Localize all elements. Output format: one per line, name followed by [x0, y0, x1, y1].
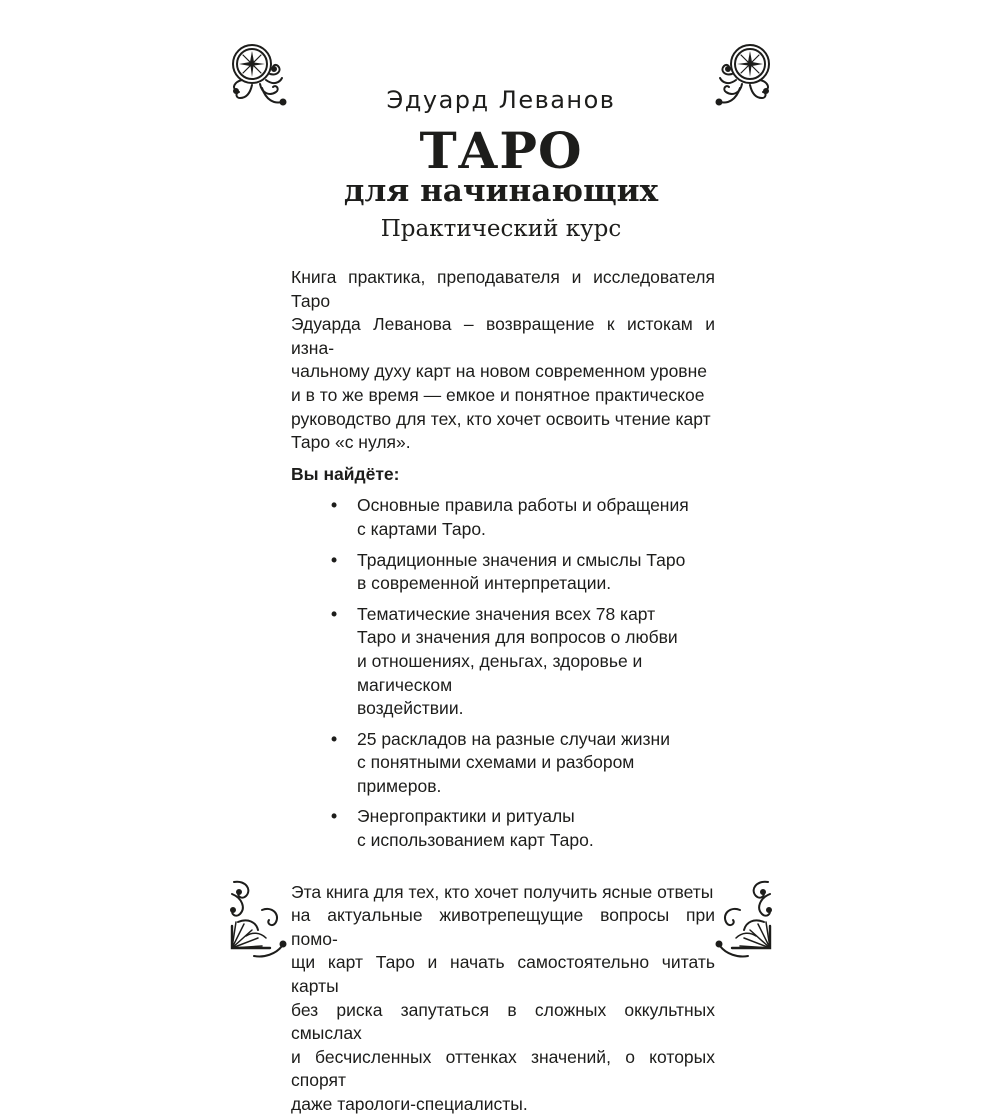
- list-item: [291, 805, 715, 852]
- bullet-icon: •: [331, 728, 338, 749]
- sunburst-flourish-icon: [712, 876, 776, 960]
- list-item: [291, 603, 715, 721]
- text-line: с картами Таро.: [357, 518, 486, 539]
- text-line: 25 раскладов на разные случаи жизни: [357, 728, 670, 749]
- findings-list: [291, 494, 715, 852]
- text-line: Книга практика, преподавателя и исследователя Таро: [291, 267, 715, 311]
- list-item: [291, 549, 715, 596]
- list-item: [291, 494, 715, 541]
- text-line: Основные правила работы и обращения: [357, 495, 689, 516]
- text-line: Энергопрактики и ритуалы: [357, 806, 575, 827]
- bullet-icon: •: [331, 495, 338, 516]
- bullet-icon: •: [331, 549, 338, 570]
- text-line: в современной интерпретации.: [357, 573, 612, 594]
- text-line: Таро «с нуля».: [291, 432, 411, 453]
- intro-paragraph: [291, 266, 715, 455]
- text-line: с понятными схемами и разбором примеров.: [357, 752, 635, 796]
- text-line: воздействии.: [357, 698, 464, 719]
- book-subtitle: для начинающих: [343, 173, 659, 209]
- book-title: ТАРО: [419, 121, 583, 180]
- bullet-icon: •: [331, 603, 338, 624]
- text-line: щи карт Таро и начать самостоятельно читать карты: [291, 952, 715, 997]
- text-line: без риска запутаться в сложных оккультных смыслах: [291, 999, 715, 1044]
- text-line: и отношениях, деньгах, здоровье и магическом: [357, 650, 643, 695]
- text-line: на актуальные животрепещущие вопросы при помо-: [291, 905, 715, 949]
- text-line: и в то же время — емкое и понятное практическое: [291, 384, 705, 405]
- bullet-icon: •: [331, 806, 338, 827]
- text-line: руководство для тех, кто хочет освоить чтение карт: [291, 408, 711, 429]
- text-line: Тематические значения всех 78 карт: [357, 603, 656, 624]
- text-line: чальному духу карт на новом современном уровне: [291, 361, 707, 382]
- outro-paragraph: [291, 881, 715, 1117]
- sunburst-flourish-icon: [226, 876, 290, 960]
- list-item: [291, 728, 715, 799]
- text-line: Традиционные значения и смыслы Таро: [357, 549, 686, 570]
- findings-heading: Вы найдёте:: [291, 463, 400, 484]
- text-line: Эта книга для тех, кто хочет получить ясные ответы: [291, 881, 714, 902]
- text-line: и бесчисленных оттенках значений, о которых спорят: [291, 1046, 715, 1091]
- text-line: Таро и значения для вопросов о любви: [357, 627, 678, 648]
- text-line: с использованием карт Таро.: [357, 830, 594, 851]
- text-line: Эдуарда Леванова – возвращение к истокам и изна-: [291, 314, 715, 358]
- description-text: [291, 266, 715, 1117]
- text-line: даже тарологи-специалисты.: [291, 1094, 528, 1114]
- course-label: Практический курс: [380, 216, 622, 242]
- author-name: Эдуард Леванов: [386, 86, 616, 114]
